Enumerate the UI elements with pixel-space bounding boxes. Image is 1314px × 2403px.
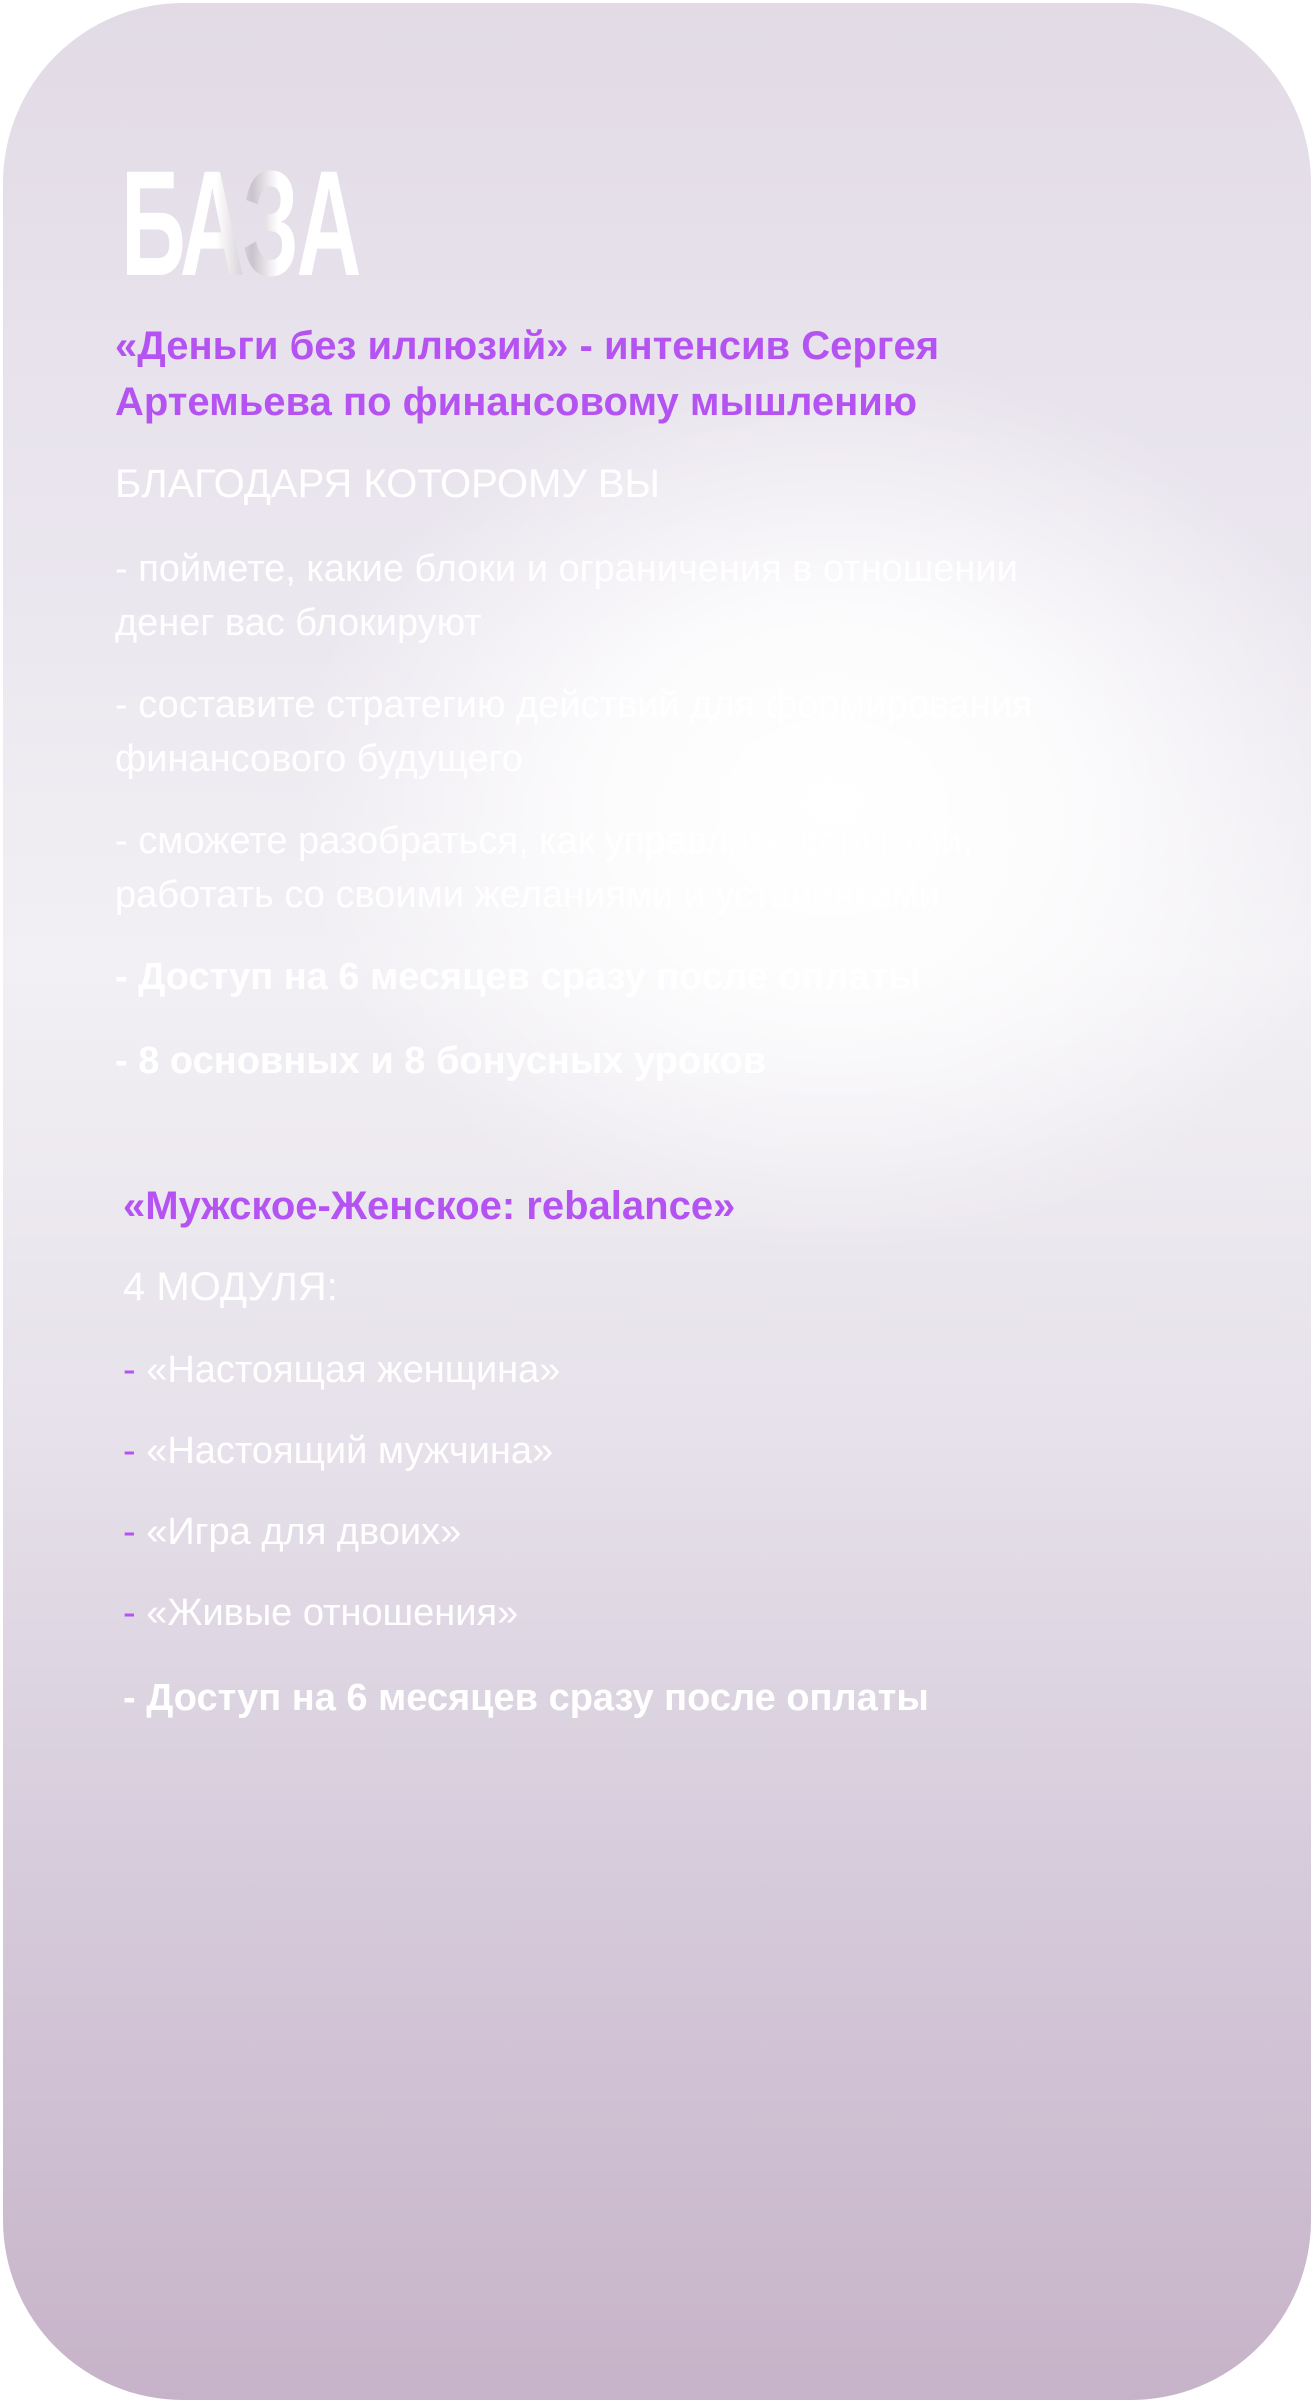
module-label: «Живые отношения» [146, 1592, 519, 1634]
course1-lessons: - 8 основных и 8 бонусных уроков [115, 1040, 767, 1082]
course1-point3-line2: работать со своими желаниями и установками [115, 874, 940, 916]
module-item [123, 1586, 518, 1640]
course1-title-line1: «Деньги без иллюзий» - интенсив Сергея [115, 324, 940, 368]
course1-point1-line2: денег вас блокируют [115, 602, 482, 644]
module-item [123, 1343, 560, 1397]
course1-point2-line2: финансового будущего [115, 738, 523, 780]
course2-access: - Доступ на 6 месяцев сразу после оплаты [123, 1677, 929, 1719]
module-dash: - [123, 1349, 136, 1391]
module-label: «Настоящий мужчина» [146, 1430, 554, 1472]
content-card [3, 3, 1311, 2400]
course2-title: «Мужское-Женское: rebalance» [123, 1184, 736, 1228]
logo: БАЗА [121, 139, 360, 307]
course1-title-line2: Артемьева по финансовому мышлению [115, 380, 918, 424]
course1-point2-line1: - составите стратегию действий для формирования [115, 684, 1033, 726]
module-item [123, 1424, 553, 1478]
module-dash: - [123, 1592, 136, 1634]
module-label: «Игра для двоих» [146, 1511, 462, 1553]
module-label: «Настоящая женщина» [146, 1349, 561, 1391]
module-item [123, 1505, 461, 1559]
course2-subtitle: 4 МОДУЛЯ: [123, 1265, 338, 1309]
course1-access: - Доступ на 6 месяцев сразу после оплаты [115, 956, 921, 998]
course1-point3-line1: - сможете разобраться, как управлять деньгами, [115, 820, 973, 862]
module-dash: - [123, 1430, 136, 1472]
course1-point1-line1: - поймете, какие блоки и ограничения в отношении [115, 548, 1018, 590]
module-dash: - [123, 1511, 136, 1553]
course1-subtitle: БЛАГОДАРЯ КОТОРОМУ ВЫ [115, 462, 660, 506]
